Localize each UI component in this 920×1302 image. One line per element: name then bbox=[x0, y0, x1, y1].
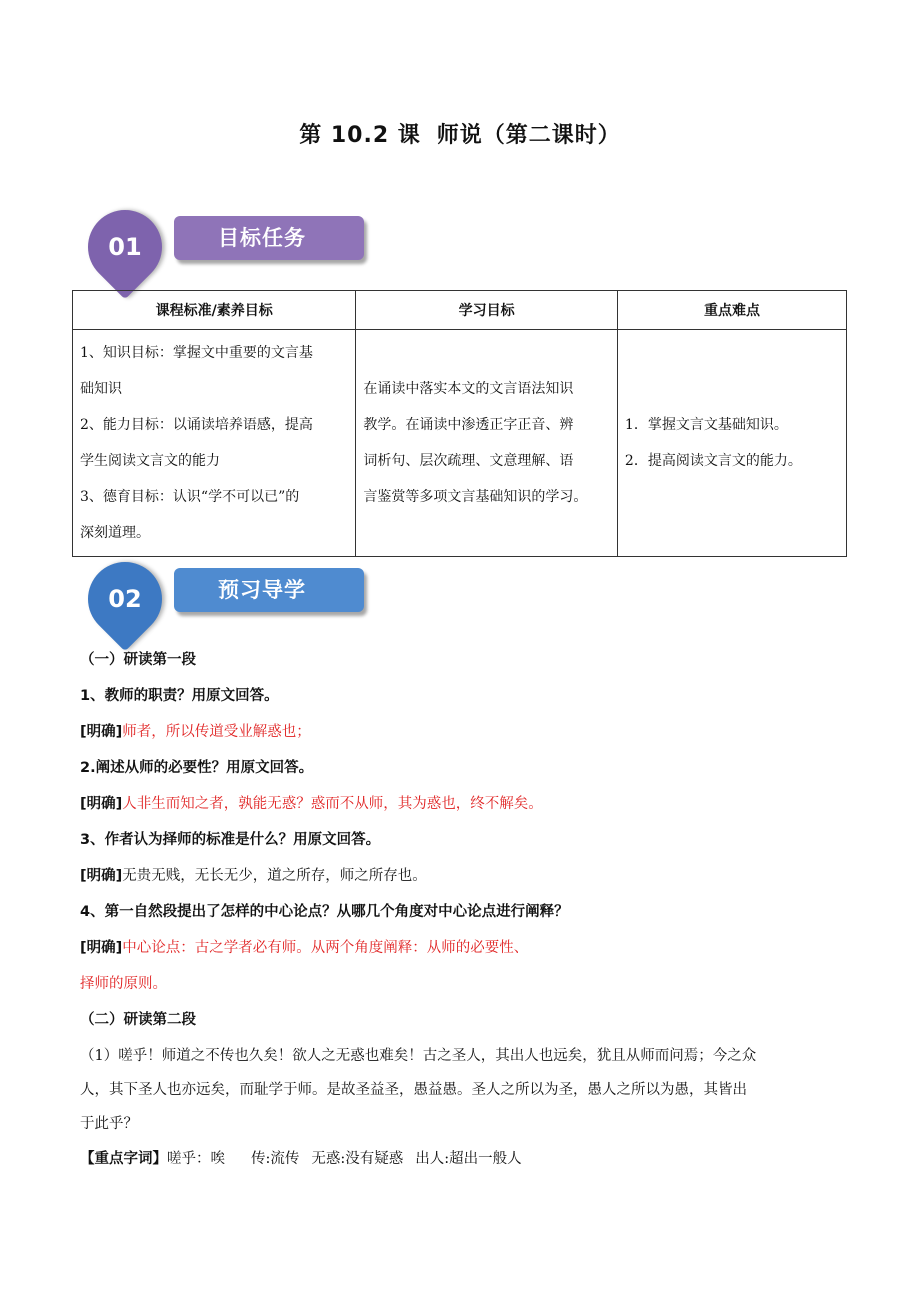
vocab-line bbox=[80, 1141, 840, 1177]
study-content bbox=[80, 642, 840, 1177]
table-header-objectives: 学习目标 bbox=[356, 291, 618, 330]
section-number: 02 bbox=[108, 585, 142, 613]
table-row bbox=[73, 330, 847, 557]
section-banner-goals bbox=[88, 210, 388, 286]
cell-line: 教学。在诵读中渗透正字正音、辨 bbox=[363, 417, 574, 433]
answer-label: [明确] bbox=[80, 940, 123, 956]
subsection-heading: （二）研读第二段 bbox=[80, 1012, 196, 1028]
answer bbox=[80, 714, 840, 750]
page-title bbox=[0, 118, 920, 149]
answer bbox=[80, 786, 840, 822]
cell-line: 深刻道理。 bbox=[80, 525, 150, 541]
question: 3、作者认为择师的标准是什么？用原文回答。 bbox=[80, 832, 381, 848]
answer-continuation: 择师的原则。 bbox=[80, 976, 167, 992]
key-points-cell bbox=[617, 330, 846, 557]
passage-line: 人，其下圣人也亦远矣，而耻学于师。是故圣益圣，愚益愚。圣人之所以为圣，愚人之所以为愚，其皆出 bbox=[80, 1082, 747, 1098]
passage bbox=[80, 1038, 840, 1141]
cell-line: 础知识 bbox=[80, 381, 122, 397]
standards-cell bbox=[73, 330, 356, 557]
section-number: 01 bbox=[108, 233, 142, 261]
objectives-cell bbox=[356, 330, 618, 557]
question: 4、第一自然段提出了怎样的中心论点？从哪几个角度对中心论点进行阐释？ bbox=[80, 904, 569, 920]
answer-text: 无贵无贱，无长无少，道之所存，师之所存也。 bbox=[122, 868, 427, 884]
section-label: 目标任务 bbox=[174, 216, 364, 260]
vocab-item: 嗟乎：唉 bbox=[167, 1151, 225, 1167]
table-header-key-points: 重点难点 bbox=[617, 291, 846, 330]
answer-text: 中心论点：古之学者必有师。从两个角度阐释：从师的必要性、 bbox=[122, 940, 529, 956]
answer-label: [明确] bbox=[80, 868, 123, 884]
answer-text: 师者，所以传道受业解惑也； bbox=[122, 724, 311, 740]
section-banner-preview bbox=[88, 562, 388, 638]
cell-line: 2、能力目标：以诵读培养语感，提高 bbox=[80, 417, 313, 433]
subsection-heading: （一）研读第一段 bbox=[80, 652, 196, 668]
vocab-label: 【重点字词】 bbox=[80, 1151, 167, 1167]
cell-line: 在诵读中落实本文的文言语法知识 bbox=[363, 381, 574, 397]
lesson-number: 第 10.2 课 bbox=[299, 123, 421, 148]
vocab-item: 传:流传 bbox=[251, 1151, 300, 1167]
answer-label: [明确] bbox=[80, 724, 123, 740]
answer-text: 人非生而知之者，孰能无惑？惑而不从师，其为惑也，终不解矣。 bbox=[122, 796, 543, 812]
vocab-item: 出人:超出一般人 bbox=[415, 1151, 522, 1167]
answer bbox=[80, 858, 840, 894]
goals-table bbox=[72, 290, 847, 557]
passage-line: （1）嗟乎！师道之不传也久矣！欲人之无惑也难矣！古之圣人，其出人也远矣，犹且从师而问焉；今之众 bbox=[80, 1048, 757, 1064]
cell-line: 学生阅读文言文的能力 bbox=[80, 453, 220, 469]
question: 2.阐述从师的必要性？用原文回答。 bbox=[80, 760, 314, 776]
cell-line: 词析句、层次疏理、文意理解、语 bbox=[363, 453, 574, 469]
cell-line: 1．掌握文言文基础知识。 bbox=[624, 417, 788, 433]
question: 1、教师的职责？用原文回答。 bbox=[80, 688, 279, 704]
answer-label: [明确] bbox=[80, 796, 123, 812]
answer bbox=[80, 930, 840, 966]
cell-line: 言鉴赏等多项文言基础知识的学习。 bbox=[363, 489, 588, 505]
lesson-title: 师说（第二课时） bbox=[436, 123, 621, 148]
vocab-item: 无惑:没有疑惑 bbox=[311, 1151, 404, 1167]
table-header-row bbox=[73, 291, 847, 330]
cell-line: 1、知识目标：掌握文中重要的文言基 bbox=[80, 345, 313, 361]
section-label: 预习导学 bbox=[174, 568, 364, 612]
table-header-standards: 课程标准/素养目标 bbox=[73, 291, 356, 330]
cell-line: 2．提高阅读文言文的能力。 bbox=[624, 453, 802, 469]
cell-line: 3、德育目标：认识“学不可以已”的 bbox=[80, 489, 300, 505]
passage-line: 于此乎？ bbox=[80, 1116, 138, 1132]
